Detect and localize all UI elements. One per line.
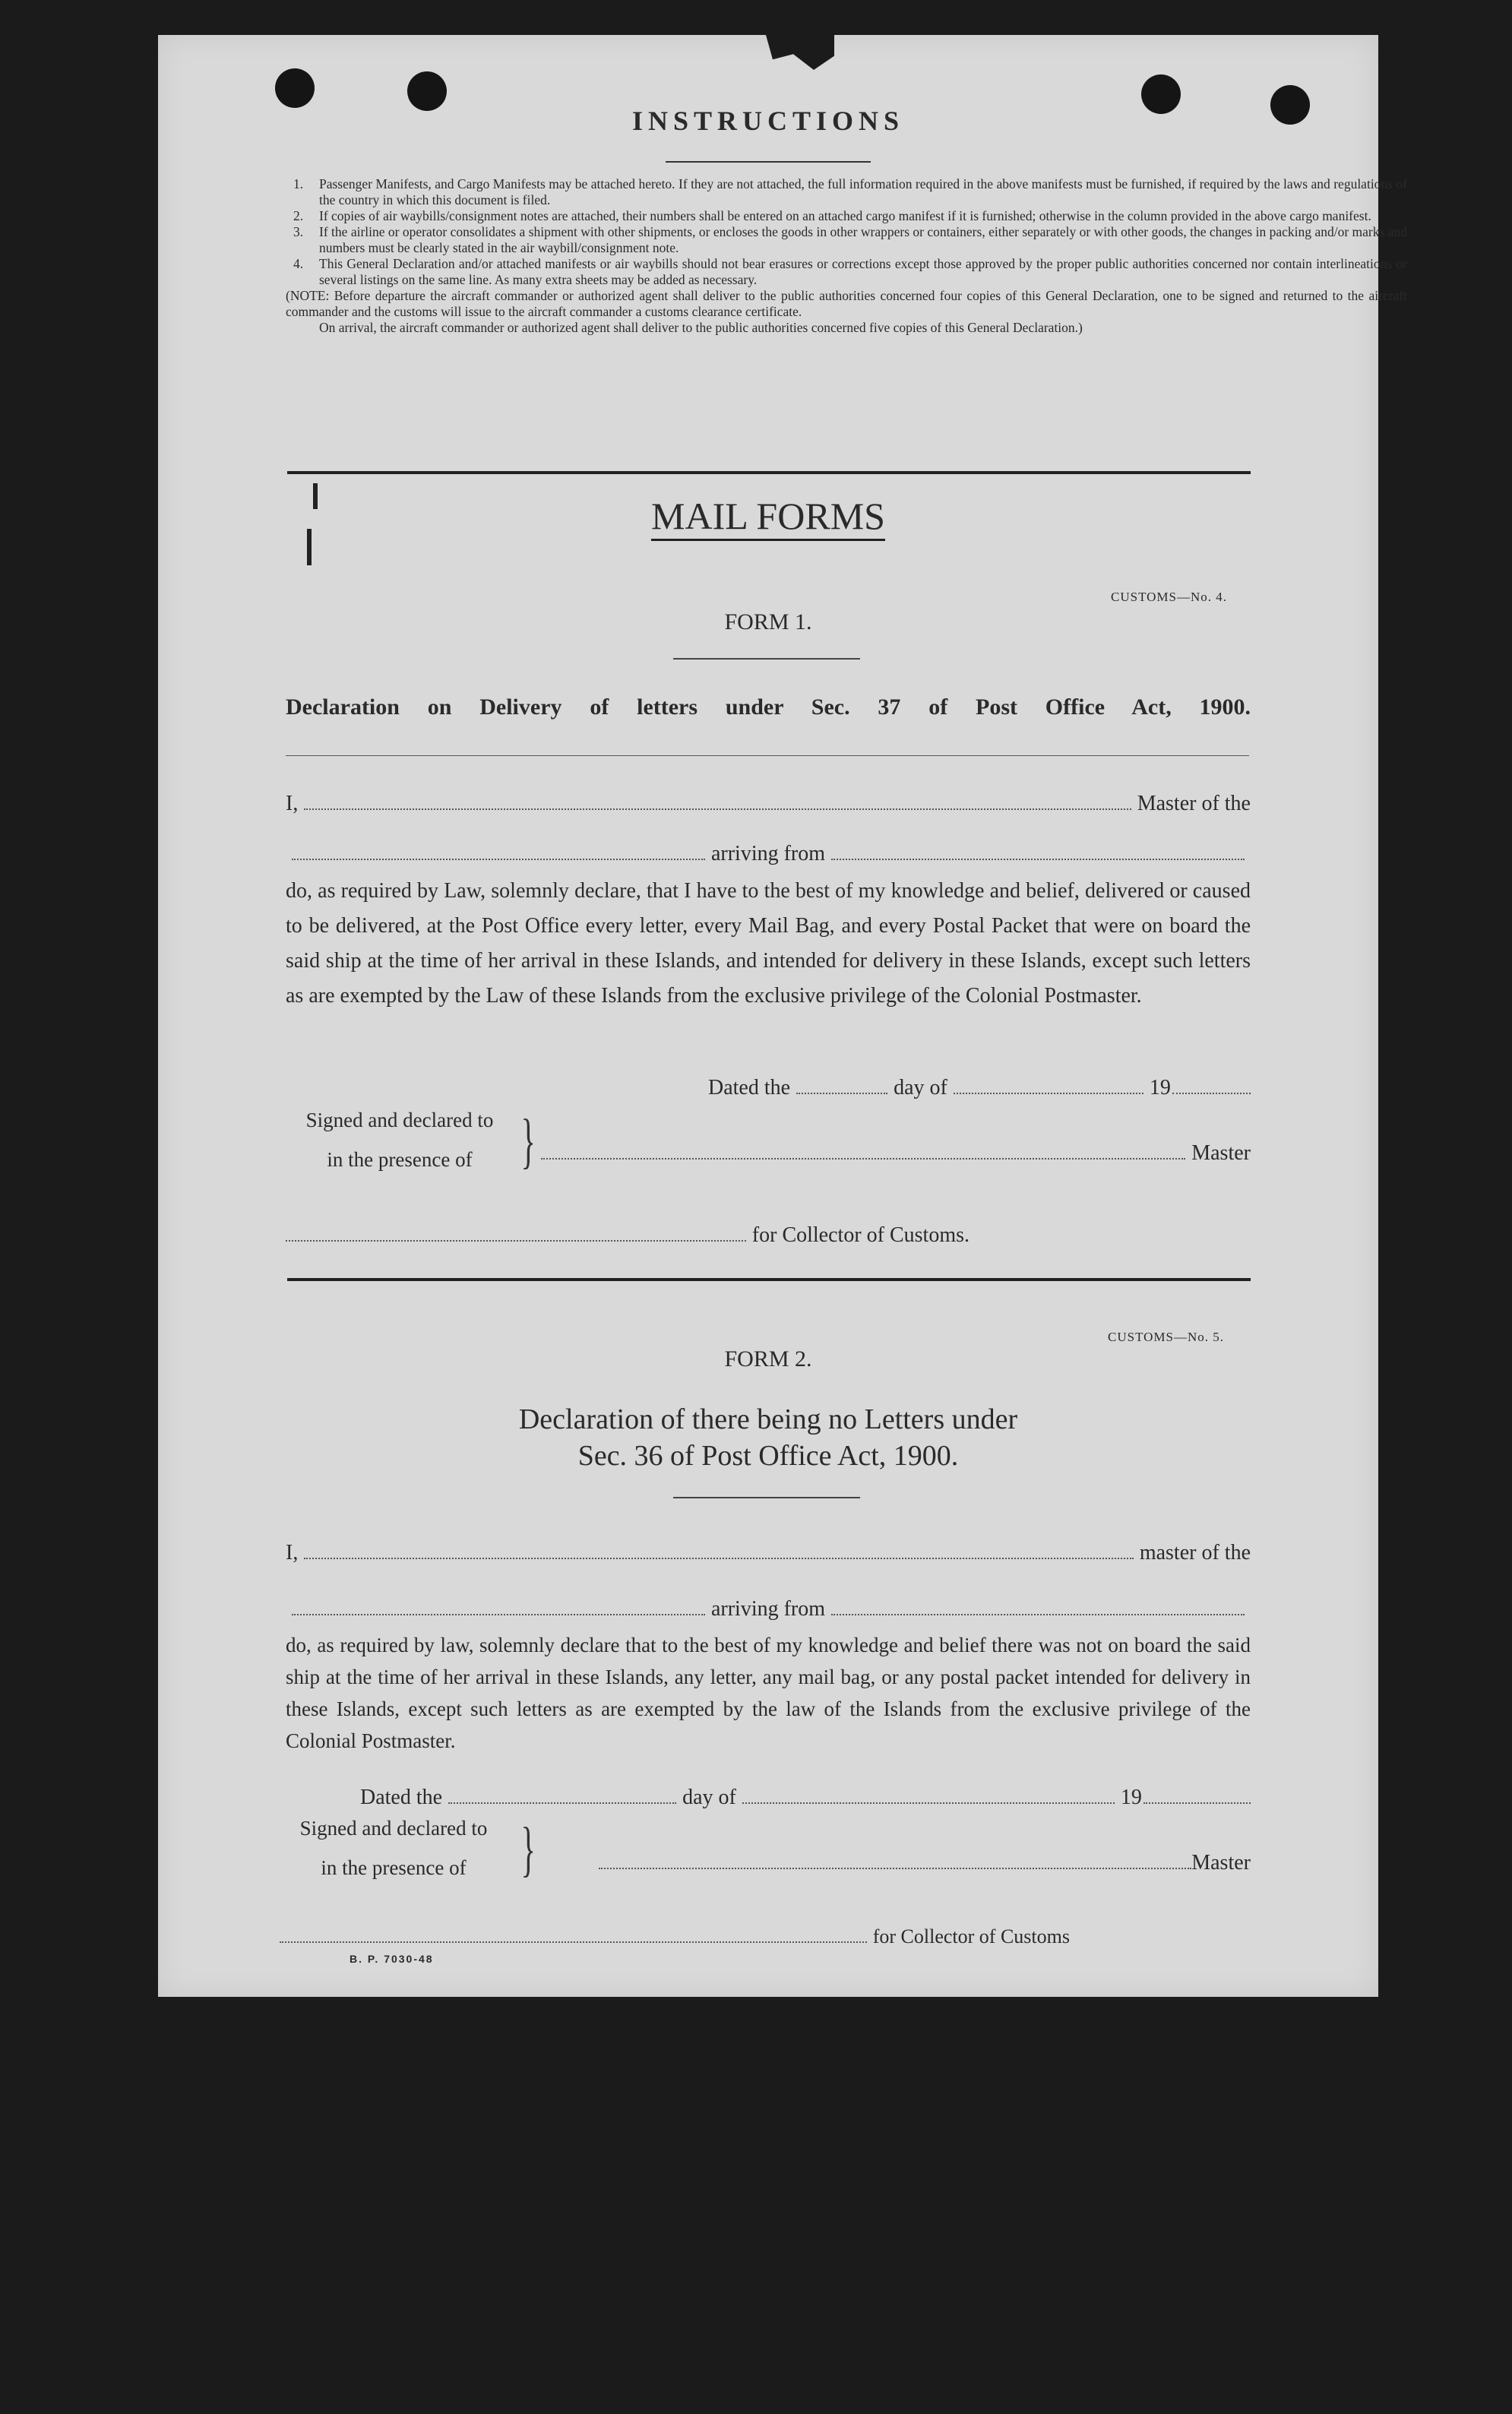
punch-hole	[275, 68, 315, 108]
signed-label: Signed and declared to	[305, 1109, 494, 1131]
form1-customs-number: CUSTOMS—No. 4.	[1111, 590, 1228, 604]
instructions-list	[286, 176, 1407, 336]
blank-field[interactable]	[796, 1077, 887, 1094]
line-label: Master	[1191, 1851, 1251, 1875]
divider	[666, 161, 871, 163]
signed-label: in the presence of	[321, 1856, 467, 1879]
instruction-item	[286, 256, 1407, 288]
blank-field[interactable]	[292, 843, 705, 860]
line-label: for Collector of Customs.	[751, 1223, 970, 1247]
instruction-item	[286, 208, 1407, 224]
instruction-note: (NOTE: Before departure the aircraft commander or authorized agent shall deliver to the public authorities concerned four copies of this General Declaration, one to be signed and returned to the aircraft commander and the customs will issue to the aircraft commander a customs clearance certificate.	[286, 288, 1407, 319]
print-code: B. P. 7030-48	[350, 1953, 434, 1965]
instructions-title: INSTRUCTIONS	[631, 106, 905, 136]
line-label: arriving from	[710, 1597, 826, 1621]
form2-master-line	[593, 1851, 1251, 1875]
line-label: Master of the	[1137, 792, 1251, 815]
blank-field[interactable]	[448, 1787, 676, 1804]
divider	[286, 755, 1249, 756]
instruction-number: 3.	[293, 224, 304, 239]
blank-field[interactable]	[541, 1143, 1185, 1160]
instruction-text: If the airline or operator consolidates a shipment with other shipments, or encloses the goods in other wrappers or containers, either separately or with other goods, the changes in packing and/or marks and numbers must be clearly stated in the air waybill/consignment note.	[319, 224, 1407, 255]
section-divider	[287, 1278, 1251, 1281]
form1-body: do, as required by Law, solemnly declare, that I have to the best of my knowledge and belief, delivered or caused to be delivered, at the Post Office every letter, every Mail Bag, and every Postal Packet that were on board the said ship at the time of her arrival in these Islands, and intended for delivery in these Islands, except such letters as are exempted by the Law of these Islands from the exclusive privilege of the Colonial Postmaster.	[286, 879, 1251, 1008]
line-label: 19	[1149, 1076, 1171, 1099]
signed-label: in the presence of	[327, 1148, 473, 1171]
form2-declaration-title	[158, 1401, 1378, 1474]
form2-body: do, as required by law, solemnly declare that to the best of my knowledge and belief there was not on board the said ship at the time of her arrival in these Islands, any letter, any mail bag, or any postal packet intended for delivery in these Islands, except such letters as are exempted by the law of the Islands from the exclusive privilege of the Colonial Postmaster.	[286, 1634, 1251, 1752]
blank-field[interactable]	[304, 793, 1131, 810]
form1-declaration-title: Declaration on Delivery of letters under Sec. 37 of Post Office Act, 1900.	[286, 694, 1251, 720]
blank-field[interactable]	[831, 1599, 1245, 1615]
form1-arriving-line	[286, 842, 1251, 866]
divider	[673, 1497, 860, 1498]
torn-edge	[766, 35, 834, 70]
brace-icon: }	[520, 1816, 536, 1883]
blank-field[interactable]	[304, 1542, 1134, 1559]
blank-field[interactable]	[1143, 1787, 1251, 1804]
line-label: I,	[286, 1541, 299, 1565]
declaration-line: Declaration of there being no Letters under	[518, 1403, 1018, 1435]
instruction-number: 2.	[293, 208, 304, 223]
line-label: for Collector of Customs	[872, 1925, 1070, 1947]
form2-date-line	[360, 1786, 1251, 1810]
blank-field[interactable]	[742, 1787, 1115, 1804]
form1-collector-line	[286, 1223, 970, 1248]
form2-name-line	[286, 1541, 1251, 1565]
blank-field[interactable]	[292, 1599, 705, 1615]
brace-icon: }	[520, 1108, 536, 1175]
blank-field[interactable]	[286, 1225, 746, 1242]
blank-field[interactable]	[599, 1852, 1191, 1869]
blank-field[interactable]	[280, 1926, 867, 1943]
instruction-note: On arrival, the aircraft commander or authorized agent shall deliver to the public authorities concerned five copies of this General Declaration.)	[319, 320, 1083, 335]
instruction-item	[286, 176, 1407, 208]
instruction-text: This General Declaration and/or attached manifests or air waybills should not bear erasures or corrections except those approved by the proper public authorities concerned nor contain interlineations or several listings on the same line. As many extra sheets may be added as necessary.	[319, 256, 1407, 287]
line-label: Dated the	[708, 1076, 791, 1099]
signed-label: Signed and declared to	[299, 1817, 488, 1840]
line-label: arriving from	[710, 842, 826, 865]
blank-field[interactable]	[954, 1077, 1143, 1094]
form1-master-line	[535, 1141, 1251, 1166]
document-sheet	[158, 35, 1407, 1997]
form1-signed-label	[286, 1100, 514, 1179]
instruction-text: If copies of air waybills/consignment notes are attached, their numbers shall be entered on an attached cargo manifest if it is furnished; otherwise in the column provided in the above cargo manifest.	[319, 208, 1371, 223]
form2-title: FORM 2.	[724, 1346, 812, 1372]
form2-arriving-line	[286, 1597, 1251, 1621]
divider	[673, 658, 860, 660]
line-label: master of the	[1139, 1541, 1251, 1565]
instruction-text: Passenger Manifests, and Cargo Manifests may be attached hereto. If they are not attached, the full information required in the above manifests must be furnished, if required by the laws and regulations of the country in which this document is filed.	[319, 176, 1407, 207]
line-label: Dated the	[360, 1786, 443, 1809]
declaration-line: Sec. 36 of Post Office Act, 1900.	[577, 1440, 959, 1472]
blank-field[interactable]	[1172, 1077, 1251, 1094]
line-label: Master	[1191, 1141, 1251, 1165]
form2-customs-number: CUSTOMS—No. 5.	[1108, 1330, 1225, 1344]
mail-forms-title-text: MAIL FORMS	[651, 495, 885, 541]
form1-title: FORM 1.	[724, 609, 812, 634]
instruction-item	[286, 224, 1407, 256]
form1-name-line	[286, 792, 1251, 816]
mail-forms-title	[158, 494, 1378, 538]
line-label: 19	[1120, 1786, 1142, 1809]
section-divider	[287, 471, 1251, 474]
instruction-number: 4.	[293, 256, 304, 271]
form1-date-line	[708, 1076, 1251, 1100]
line-label: I,	[286, 792, 299, 815]
line-label: day of	[682, 1786, 736, 1809]
instruction-number: 1.	[293, 176, 304, 191]
line-label: day of	[894, 1076, 947, 1099]
blank-field[interactable]	[831, 843, 1245, 860]
form2-collector-line	[280, 1925, 1070, 1948]
form2-signed-label	[280, 1808, 508, 1887]
